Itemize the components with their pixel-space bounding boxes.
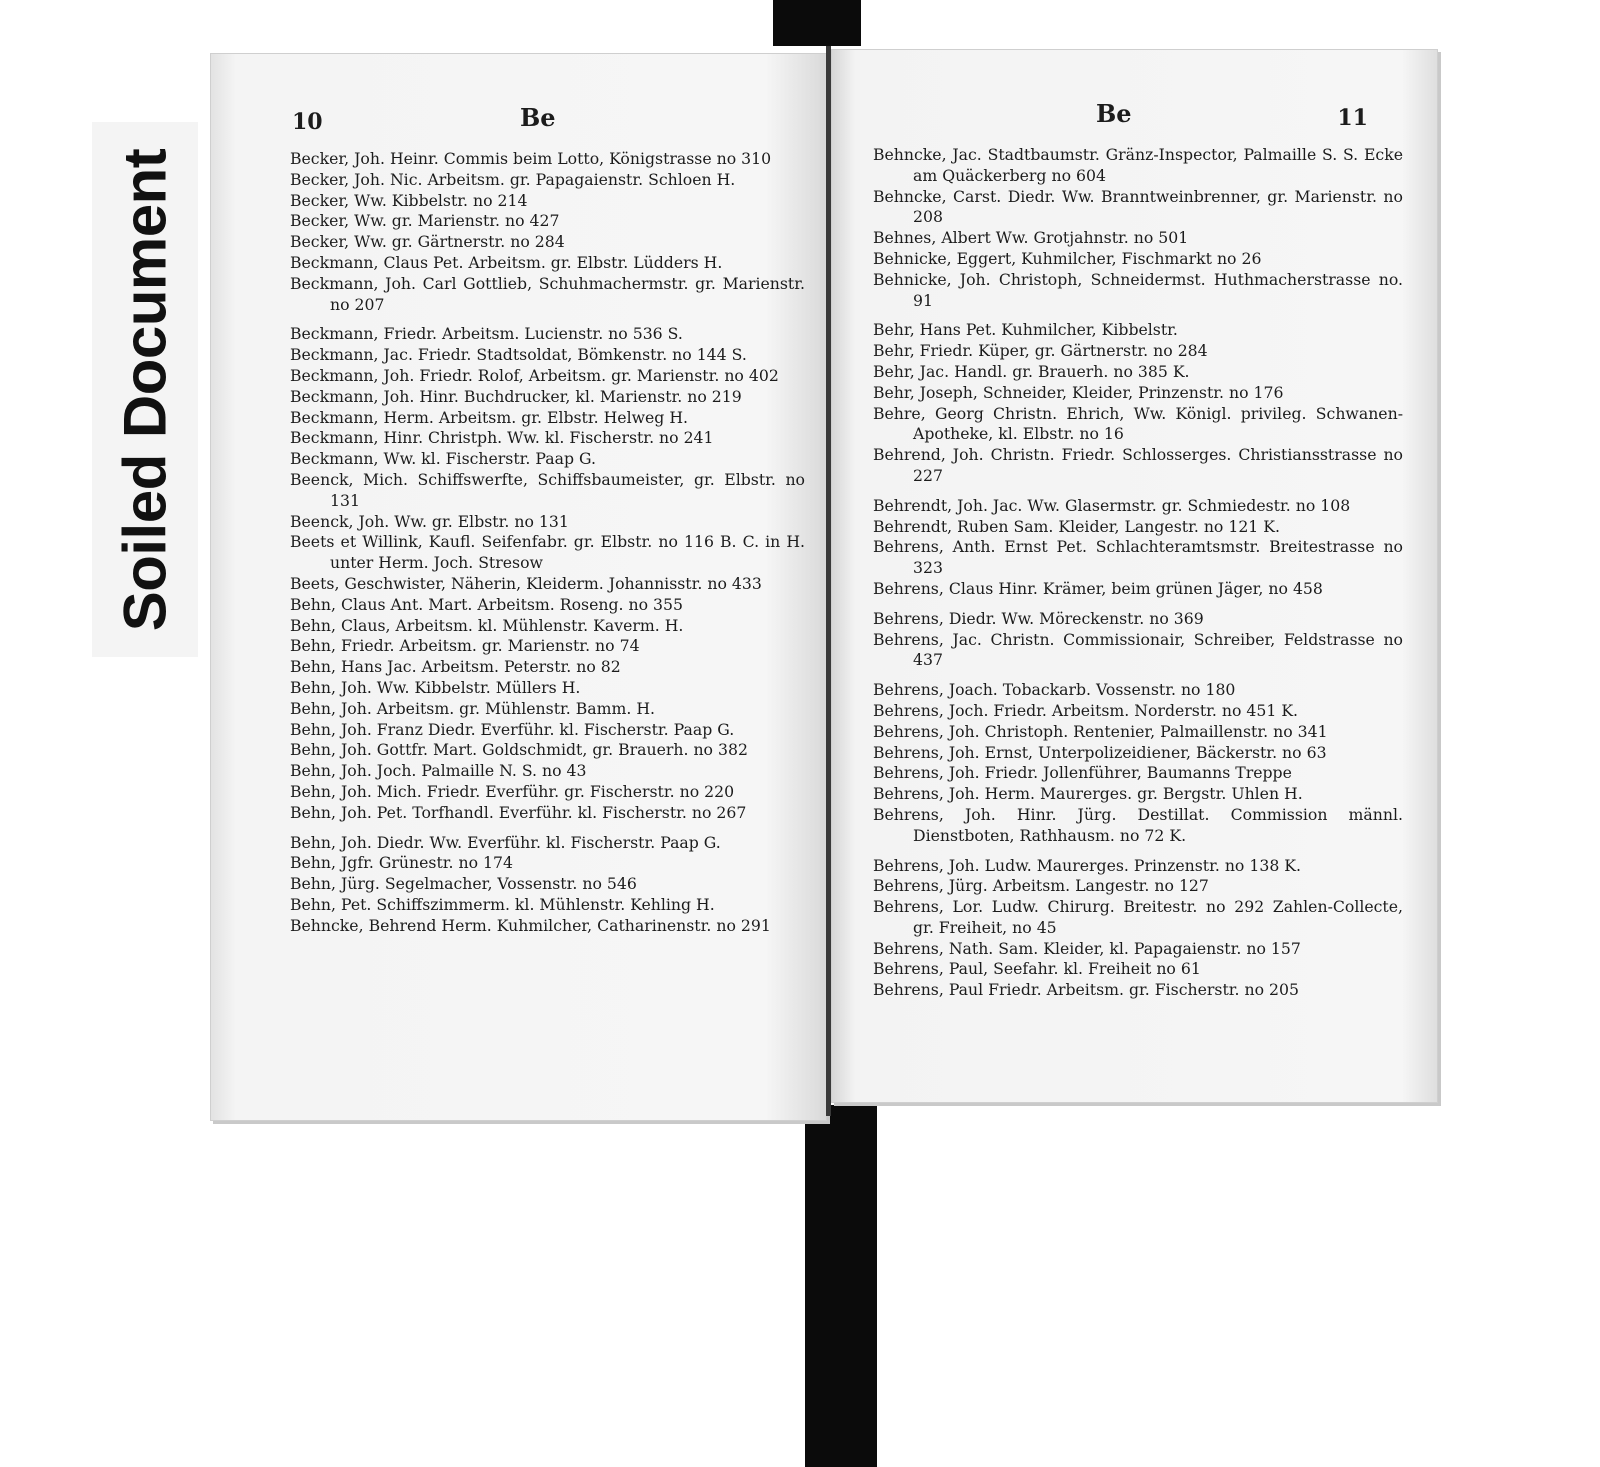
- directory-entry: Behn, Pet. Schiffszimmerm. kl. Mühlenstr. Kehling H.: [290, 894, 715, 914]
- directory-entry: Beckmann, Ww. kl. Fischerstr. Paap G.: [290, 449, 596, 469]
- right-page: [831, 49, 1438, 1103]
- directory-entry: Becker, Joh. Heinr. Commis beim Lotto, Königstrasse no 310: [290, 149, 772, 168]
- directory-entry: Behn, Joh. Mich. Friedr. Everführ. gr. Fischerstr. no 220: [290, 781, 735, 801]
- directory-entry: Behrens, Claus Hinr. Krämer, beim grünen Jäger, no 458: [873, 578, 1323, 598]
- directory-entry: Beckmann, Friedr. Arbeitsm. Lucienstr. no 536 S.: [290, 324, 683, 344]
- directory-entry: Behr, Jac. Handl. gr. Brauerh. no 385 K.: [873, 361, 1190, 381]
- directory-entry: Behrens, Joh. Herm. Maurerges. gr. Bergstr. Uhlen H.: [873, 784, 1303, 804]
- directory-entry: Behrens, Joh. Ludw. Maurerges. Prinzenstr. no 138 K.: [873, 855, 1301, 875]
- directory-entry: Behr, Hans Pet. Kuhmilcher, Kibbelstr.: [873, 320, 1178, 340]
- soiled-document-label: Soiled Document: [111, 148, 179, 632]
- directory-entry: Beckmann, Hinr. Christph. Ww. kl. Fischerstr. no 241: [290, 428, 714, 448]
- binding-strip-top: [773, 0, 861, 46]
- directory-entry: Beenck, Mich. Schiffswerfte, Schiffsbaumeister, gr. Elbstr. no 131: [290, 469, 805, 510]
- directory-entry: Behre, Georg Christn. Ehrich, Ww. Königl. privileg. Schwanen-Apotheke, kl. Elbstr. no 16: [873, 403, 1403, 444]
- directory-entry: Beets, Geschwister, Näherin, Kleiderm. Johannisstr. no 433: [290, 573, 762, 593]
- directory-entry: Behrens, Paul, Seefahr. kl. Freiheit no 61: [873, 959, 1201, 979]
- directory-entry: Beets et Willink, Kaufl. Seifenfabr. gr. Elbstr. no 116 B. C. in H. unter Herm. Joch. Stresow: [290, 532, 805, 573]
- directory-entry: Behn, Hans Jac. Arbeitsm. Peterstr. no 82: [290, 657, 621, 677]
- directory-entry: Becker, Joh. Nic. Arbeitsm. gr. Papagaienstr. Schloen H.: [290, 169, 736, 189]
- directory-entry: Beckmann, Herm. Arbeitsm. gr. Elbstr. Helweg H.: [290, 407, 688, 427]
- directory-entry: Behn, Joh. Gottfr. Mart. Goldschmidt, gr. Brauerh. no 382: [290, 740, 748, 760]
- page-number: 10: [292, 109, 323, 135]
- directory-entry: Behncke, Carst. Diedr. Ww. Branntweinbrenner, gr. Marienstr. no 208: [873, 186, 1403, 227]
- directory-entry: Behnicke, Joh. Christoph, Schneidermst. Huthmacherstrasse no. 91: [873, 269, 1403, 310]
- directory-entry: Behrens, Lor. Ludw. Chirurg. Breitestr. no 292 Zahlen-Collecte, gr. Freiheit, no 45: [873, 897, 1403, 937]
- directory-entry: Behrend, Joh. Christn. Friedr. Schlosserges. Christiansstrasse no 227: [873, 445, 1403, 485]
- directory-entry: Behn, Friedr. Arbeitsm. gr. Marienstr. no 74: [290, 636, 640, 656]
- directory-entry: Behn, Jürg. Segelmacher, Vossenstr. no 546: [290, 874, 637, 894]
- directory-entry: Beckmann, Jac. Friedr. Stadtsoldat, Bömkenstr. no 144 S.: [290, 345, 747, 365]
- directory-entry: Behrens, Joh. Christoph. Rentenier, Palmaillenstr. no 341: [873, 721, 1328, 741]
- binding-strip-bottom: [805, 1105, 877, 1467]
- directory-entry: Behrens, Anth. Ernst Pet. Schlachteramtsmstr. Breitestrasse no 323: [873, 537, 1403, 578]
- directory-entry: Beckmann, Joh. Friedr. Rolof, Arbeitsm. gr. Marienstr. no 402: [290, 365, 779, 385]
- directory-entry: Beckmann, Joh. Carl Gottlieb, Schuhmachermstr. gr. Marienstr. no 207: [290, 273, 805, 314]
- directory-entry: Behn, Claus Ant. Mart. Arbeitsm. Roseng. no 355: [290, 594, 683, 614]
- directory-entry: Behncke, Jac. Stadtbaumstr. Gränz-Inspector, Palmaille S. S. Ecke am Quäckerberg no 604: [873, 145, 1403, 185]
- directory-entry: Behr, Friedr. Küper, gr. Gärtnerstr. no 284: [873, 341, 1208, 361]
- directory-entry: Behrens, Nath. Sam. Kleider, kl. Papagaienstr. no 157: [873, 938, 1301, 958]
- directory-entry: Behn, Joh. Pet. Torfhandl. Everführ. kl. Fischerstr. no 267: [290, 802, 747, 822]
- running-head: Be: [520, 103, 556, 132]
- page-number: 11: [1337, 105, 1368, 131]
- directory-entry: Behrens, Paul Friedr. Arbeitsm. gr. Fischerstr. no 205: [873, 980, 1299, 1000]
- directory-entry: Behr, Joseph, Schneider, Kleider, Prinzenstr. no 176: [873, 382, 1284, 402]
- directory-entry: Becker, Ww. Kibbelstr. no 214: [290, 190, 528, 210]
- directory-entry: Behn, Jgfr. Grünestr. no 174: [290, 853, 513, 873]
- directory-entry: Behn, Joh. Arbeitsm. gr. Mühlenstr. Bamm. H.: [290, 698, 656, 718]
- directory-entry: Behrens, Jac. Christn. Commissionair, Schreiber, Feldstrasse no 437: [873, 629, 1403, 670]
- directory-entry: Beckmann, Joh. Hinr. Buchdrucker, kl. Marienstr. no 219: [290, 386, 742, 406]
- directory-entry: Behn, Claus, Arbeitsm. kl. Mühlenstr. Kaverm. H.: [290, 615, 684, 635]
- left-page: [210, 53, 827, 1121]
- directory-entry: Behnes, Albert Ww. Grotjahnstr. no 501: [873, 228, 1189, 248]
- directory-entry: Becker, Ww. gr. Marienstr. no 427: [290, 211, 560, 231]
- directory-entry: Behn, Joh. Franz Diedr. Everführ. kl. Fischerstr. Paap G.: [290, 719, 735, 739]
- directory-entry: Behnicke, Eggert, Kuhmilcher, Fischmarkt no 26: [873, 248, 1262, 268]
- directory-entry: Beenck, Joh. Ww. gr. Elbstr. no 131: [290, 511, 569, 531]
- directory-entry: Behrens, Joch. Friedr. Arbeitsm. Norderstr. no 451 K.: [873, 700, 1299, 720]
- directory-entry: Beckmann, Claus Pet. Arbeitsm. gr. Elbstr. Lüdders H.: [290, 252, 723, 272]
- directory-entry: Behn, Joh. Diedr. Ww. Everführ. kl. Fischerstr. Paap G.: [290, 832, 721, 852]
- directory-entry: Behncke, Behrend Herm. Kuhmilcher, Catharinenstr. no 291: [290, 915, 771, 935]
- directory-entry: Behrendt, Joh. Jac. Ww. Glasermstr. gr. Schmiedestr. no 108: [873, 495, 1351, 515]
- directory-entry: Behrens, Joach. Tobackarb. Vossenstr. no 180: [873, 680, 1236, 700]
- entry-list: [290, 149, 805, 936]
- directory-entry: Behn, Joh. Ww. Kibbelstr. Müllers H.: [290, 677, 581, 697]
- entry-list: [873, 145, 1403, 1001]
- directory-entry: Becker, Ww. gr. Gärtnerstr. no 284: [290, 232, 565, 252]
- directory-entry: Behrens, Joh. Ernst, Unterpolizeidiener, Bäckerstr. no 63: [873, 742, 1327, 762]
- directory-entry: Behn, Joh. Joch. Palmaille N. S. no 43: [290, 761, 587, 781]
- directory-entry: Behrens, Diedr. Ww. Möreckenstr. no 369: [873, 608, 1204, 628]
- directory-entry: Behrens, Jürg. Arbeitsm. Langestr. no 127: [873, 876, 1209, 896]
- directory-entry: Behrens, Joh. Friedr. Jollenführer, Baumanns Treppe: [873, 763, 1292, 783]
- directory-entry: Behrendt, Ruben Sam. Kleider, Langestr. no 121 K.: [873, 516, 1280, 536]
- running-head: Be: [1096, 99, 1132, 128]
- directory-entry: Behrens, Joh. Hinr. Jürg. Destillat. Commission männl. Dienstboten, Rathhausm. no 72 K.: [873, 804, 1403, 845]
